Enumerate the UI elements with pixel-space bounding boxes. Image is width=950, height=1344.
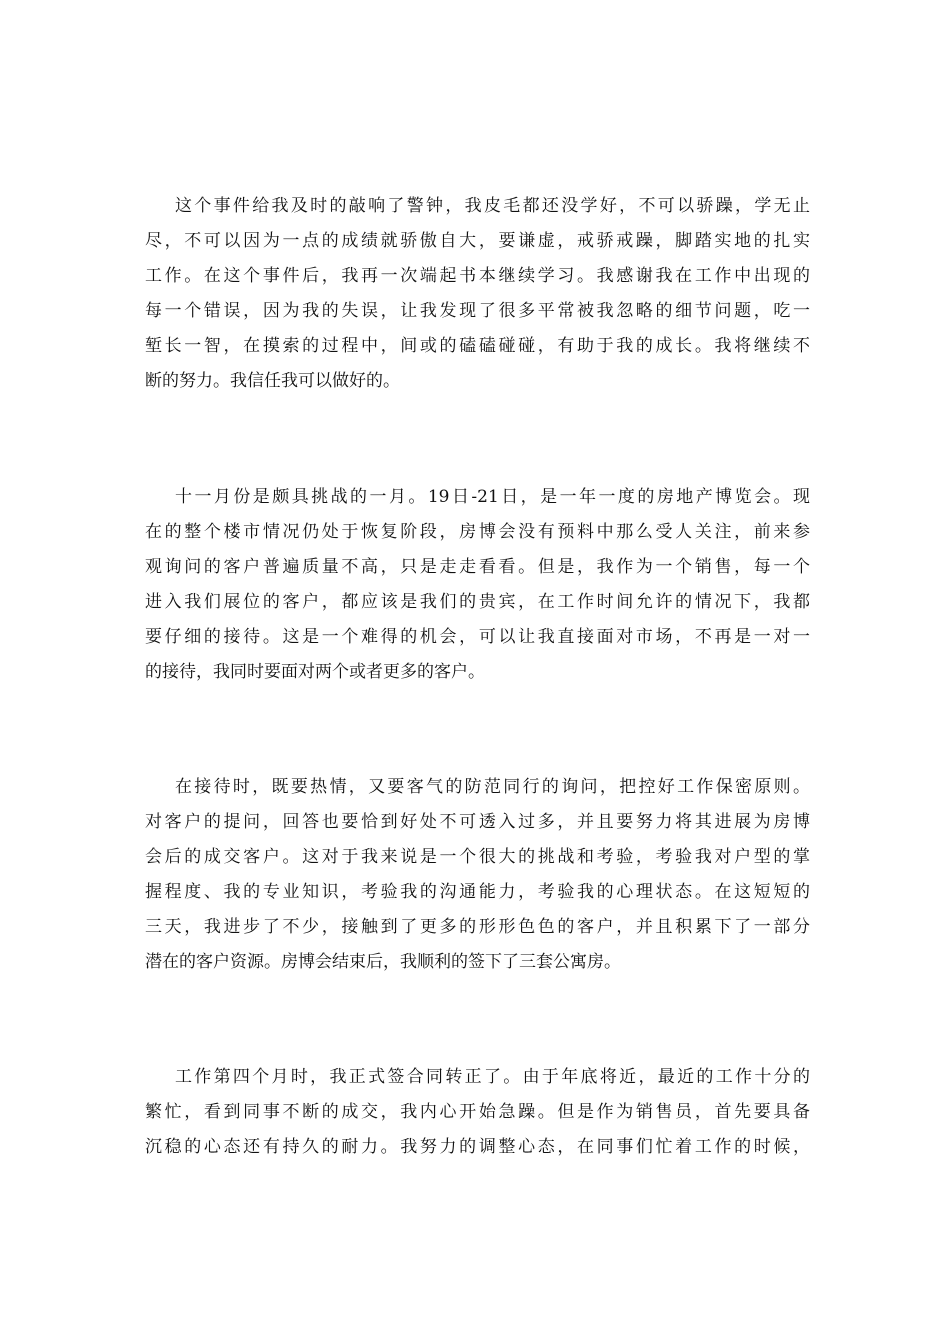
paragraph-line: 繁忙，看到同事不断的成交，我内心开始急躁。但是作为销售员，首先要具备 [145,1102,810,1122]
paragraph-line: 断的努力。我信任我可以做好的。 [145,371,400,391]
paragraph-line: 在接待时，既要热情，又要客气的防范同行的询问，把控好工作保密原则。 [175,777,810,797]
paragraph-line: 三天，我进步了不少，接触到了更多的形形色色的客户，并且积累下了一部分 [145,917,810,937]
paragraph-line: 握程度、我的专业知识，考验我的沟通能力，考验我的心理状态。在这短短的 [145,882,810,902]
paragraph-line: 潜在的客户资源。房博会结束后，我顺利的签下了三套公寓房。 [145,952,621,972]
paragraph-line: 尽，不可以因为一点的成绩就骄傲自大，要谦虚，戒骄戒躁，脚踏实地的扎实 [145,231,810,251]
paragraph-1 [145,189,810,399]
paragraph-line: 观询问的客户普遍质量不高，只是走走看看。但是，我作为一个销售，每一个 [145,557,810,577]
paragraph-line: 堑长一智，在摸索的过程中，间或的磕磕碰碰，有助于我的成长。我将继续不 [145,336,810,356]
paragraph-line: 对客户的提问，回答也要恰到好处不可透入过多，并且要努力将其进展为房博 [145,812,810,832]
paragraph-line: 每一个错误，因为我的失误，让我发现了很多平常被我忽略的细节问题，吃一 [145,301,810,321]
paragraph-line: 要仔细的接待。这是一个难得的机会，可以让我直接面对市场，不再是一对一 [145,627,810,647]
paragraph-3 [145,770,810,980]
paragraph-line: 会后的成交客户。这对于我来说是一个很大的挑战和考验，考验我对户型的掌 [145,847,810,867]
paragraph-4 [145,1060,810,1165]
paragraph-line: 这个事件给我及时的敲响了警钟，我皮毛都还没学好，不可以骄躁，学无止 [175,196,810,216]
paragraph-line: 的接待，我同时要面对两个或者更多的客户。 [145,662,485,682]
paragraph-line: 工作。在这个事件后，我再一次端起书本继续学习。我感谢我在工作中出现的 [145,266,810,286]
paragraph-line: 在的整个楼市情况仍处于恢复阶段，房博会没有预料中那么受人关注，前来参 [145,522,810,542]
paragraph-2 [145,480,810,690]
paragraph-line: 工作第四个月时，我正式签合同转正了。由于年底将近，最近的工作十分的 [175,1067,810,1087]
paragraph-line: 进入我们展位的客户，都应该是我们的贵宾，在工作时间允许的情况下，我都 [145,592,810,612]
paragraph-line: 沉稳的心态还有持久的耐力。我努力的调整心态，在同事们忙着工作的时候， [145,1137,810,1157]
paragraph-line: 十一月份是颇具挑战的一月。19日-21日，是一年一度的房地产博览会。现 [175,487,810,507]
